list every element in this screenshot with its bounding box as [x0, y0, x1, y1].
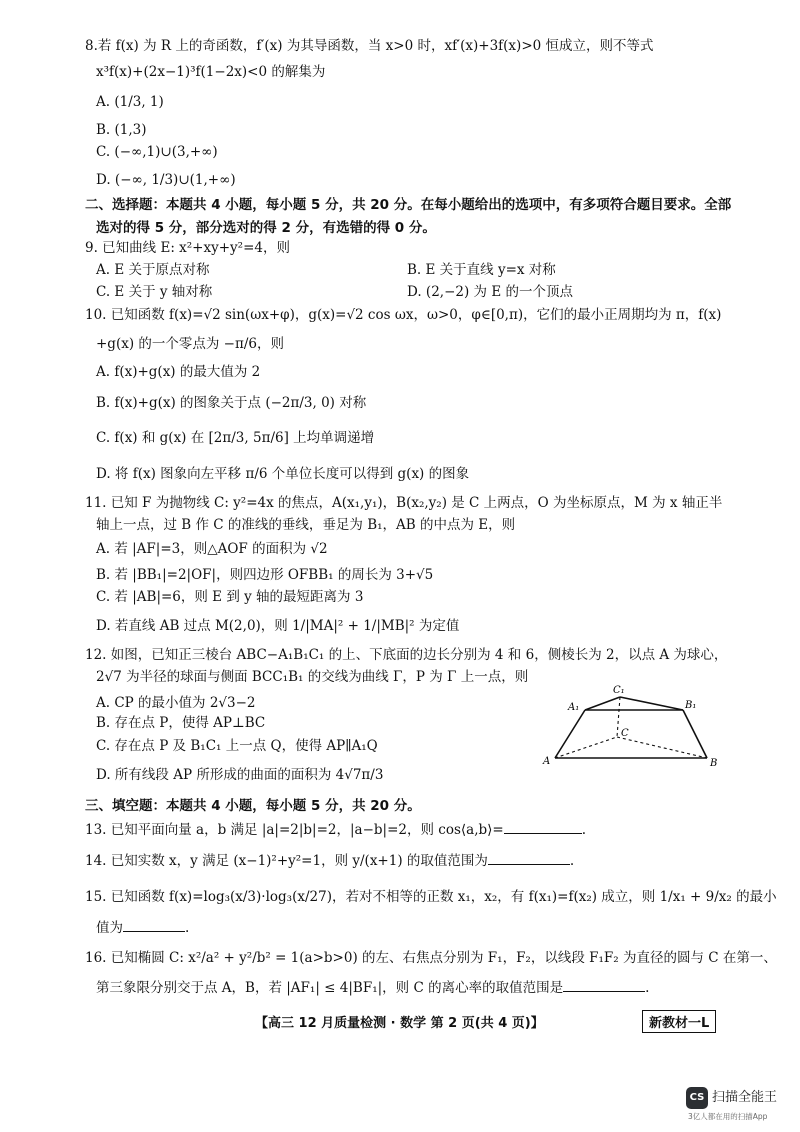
q14-tail: . — [569, 853, 575, 869]
edge-c-b — [617, 737, 707, 758]
q16-text: 第三象限分别交于点 A，B，若 |AF₁| ≤ 4|BF₁|，则 C 的离心率的取值范围是 — [96, 980, 564, 996]
label-b: B — [710, 758, 718, 769]
q8-stem-line2: x³f(x)+(2x−1)³f(1−2x)<0 的解集为 — [96, 64, 326, 80]
frustum-figure — [535, 682, 725, 772]
section2-heading-line2: 选对的得 5 分，部分选对的得 2 分，有选错的得 0 分。 — [96, 220, 436, 236]
q15-answer-blank[interactable] — [123, 917, 185, 932]
scanner-tagline: 3亿人都在用的扫描App — [688, 1112, 768, 1121]
q9-option-b: B. E 关于直线 y=x 对称 — [407, 262, 556, 278]
scanner-app-name: 扫描全能王 — [712, 1090, 778, 1105]
q12-stem-line2: 2√7 为半径的球面与侧面 BCC₁B₁ 的交线为曲线 Γ，P 为 Γ 上一点，则 — [96, 669, 529, 685]
q15-stem-line1: 15. 已知函数 f(x)=log₃(x/3)·log₃(x/27)，若对不相等的正数 x₁，x₂，有 f(x₁)=f(x₂) 成立，则 1/x₁ + 9/x₂ 的最小 — [85, 889, 777, 905]
q9-stem: 9. 已知曲线 E: x²+xy+y²=4，则 — [85, 240, 290, 256]
q16-tail: . — [645, 980, 650, 996]
q10-option-a: A. f(x)+g(x) 的最大值为 2 — [96, 364, 261, 380]
label-a1: A₁ — [568, 702, 580, 713]
q11-option-a: A. 若 |AF|=3，则△AOF 的面积为 √2 — [96, 541, 328, 557]
q8-option-d: D. (−∞, 1/3)∪(1,+∞) — [96, 172, 236, 188]
q11-option-c: C. 若 |AB|=6，则 E 到 y 轴的最短距离为 3 — [96, 589, 364, 605]
q16-answer-blank[interactable] — [563, 977, 645, 992]
q9-option-d: D. (2,−2) 为 E 的一个顶点 — [407, 284, 573, 300]
q13-text: 13. 已知平面向量 a，b 满足 |a|=2|b|=2，|a−b|=2，则 cos⟨a,b⟩= — [85, 822, 504, 838]
label-c: C — [621, 728, 629, 739]
q13-line — [85, 819, 586, 840]
q16-line2 — [96, 977, 649, 998]
q13-tail: . — [581, 822, 587, 838]
edge-a-a1 — [555, 710, 585, 758]
q8-option-a: A. (1/3, 1) — [96, 94, 164, 110]
edition-tag: 新教材一L — [642, 1010, 716, 1033]
q16-stem-line1: 16. 已知椭圆 C: x²/a² + y²/b² = 1(a>b>0) 的左、右焦点分别为 F₁，F₂，以线段 F₁F₂ 为直径的圆与 C 在第一、 — [85, 950, 777, 966]
q11-option-d: D. 若直线 AB 过点 M(2,0)，则 1/|MA|² + 1/|MB|² 为定值 — [96, 618, 460, 634]
q10-option-c: C. f(x) 和 g(x) 在 [2π/3, 5π/6] 上均单调递增 — [96, 430, 375, 446]
edge-a1-c1 — [585, 697, 620, 710]
section3-heading: 三、填空题：本题共 4 小题，每小题 5 分，共 20 分。 — [85, 798, 421, 814]
q8-option-c: C. (−∞,1)∪(3,+∞) — [96, 144, 218, 160]
edge-c1-b1 — [620, 697, 683, 710]
label-c1: C₁ — [613, 685, 625, 696]
q11-option-b: B. 若 |BB₁|=2|OF|，则四边形 OFBB₁ 的周长为 3+√5 — [96, 567, 434, 583]
edge-a-c — [555, 737, 617, 758]
q12-option-a: A. CP 的最小值为 2√3−2 — [96, 695, 256, 711]
page-footer: 【高三 12 月质量检测 · 数学 第 2 页(共 4 页)】 — [255, 1016, 544, 1031]
q10-stem-line2: +g(x) 的一个零点为 −π/6，则 — [96, 336, 285, 352]
q12-stem-line1: 12. 如图，已知正三棱台 ABC−A₁B₁C₁ 的上、下底面的边长分别为 4 和 6，侧棱长为 2，以点 A 为球心， — [85, 647, 728, 663]
q11-stem-line2: 轴上一点，过 B 作 C 的准线的垂线，垂足为 B₁，AB 的中点为 E，则 — [96, 517, 516, 533]
q12-option-c: C. 存在点 P 及 B₁C₁ 上一点 Q，使得 AP∥A₁Q — [96, 738, 378, 754]
edge-b-b1 — [683, 710, 707, 758]
label-b1: B₁ — [685, 700, 697, 711]
q15-line2 — [96, 917, 189, 938]
q10-option-d: D. 将 f(x) 图象向左平移 π/6 个单位长度可以得到 g(x) 的图象 — [96, 466, 470, 482]
q9-option-a: A. E 关于原点对称 — [96, 262, 210, 278]
q14-answer-blank[interactable] — [488, 850, 570, 865]
q14-text: 14. 已知实数 x，y 满足 (x−1)²+y²=1，则 y/(x+1) 的取值范围为 — [85, 853, 488, 869]
q9-option-c: C. E 关于 y 轴对称 — [96, 284, 213, 300]
q13-answer-blank[interactable] — [504, 819, 582, 834]
q12-option-b: B. 存在点 P，使得 AP⊥BC — [96, 715, 266, 731]
camscanner-logo-icon: CS — [686, 1087, 708, 1109]
q10-stem-line1: 10. 已知函数 f(x)=√2 sin(ωx+φ)，g(x)=√2 cos ωx，ω>0，φ∈[0,π)，它们的最小正周期均为 π，f(x) — [85, 307, 722, 323]
q8-stem-line1: 8.若 f(x) 为 R 上的奇函数，f′(x) 为其导函数，当 x>0 时，xf′(x)+3f(x)>0 恒成立，则不等式 — [85, 38, 654, 54]
q15-tail: . — [185, 920, 190, 936]
q14-line — [85, 850, 574, 871]
edge-c-c1 — [617, 697, 620, 737]
q8-option-b: B. (1,3) — [96, 122, 147, 138]
label-a: A — [543, 756, 551, 767]
q10-option-b: B. f(x)+g(x) 的图象关于点 (−2π/3, 0) 对称 — [96, 395, 367, 411]
q12-option-d: D. 所有线段 AP 所形成的曲面的面积为 4√7π/3 — [96, 767, 384, 783]
q15-text: 值为 — [96, 920, 123, 936]
q11-stem-line1: 11. 已知 F 为抛物线 C: y²=4x 的焦点，A(x₁,y₁)，B(x₂,y₂) 是 C 上两点，O 为坐标原点，M 为 x 轴正半 — [85, 495, 723, 511]
section2-heading-line1: 二、选择题：本题共 4 小题，每小题 5 分，共 20 分。在每小题给出的选项中，有多项符合题目要求。全部 — [85, 197, 732, 213]
